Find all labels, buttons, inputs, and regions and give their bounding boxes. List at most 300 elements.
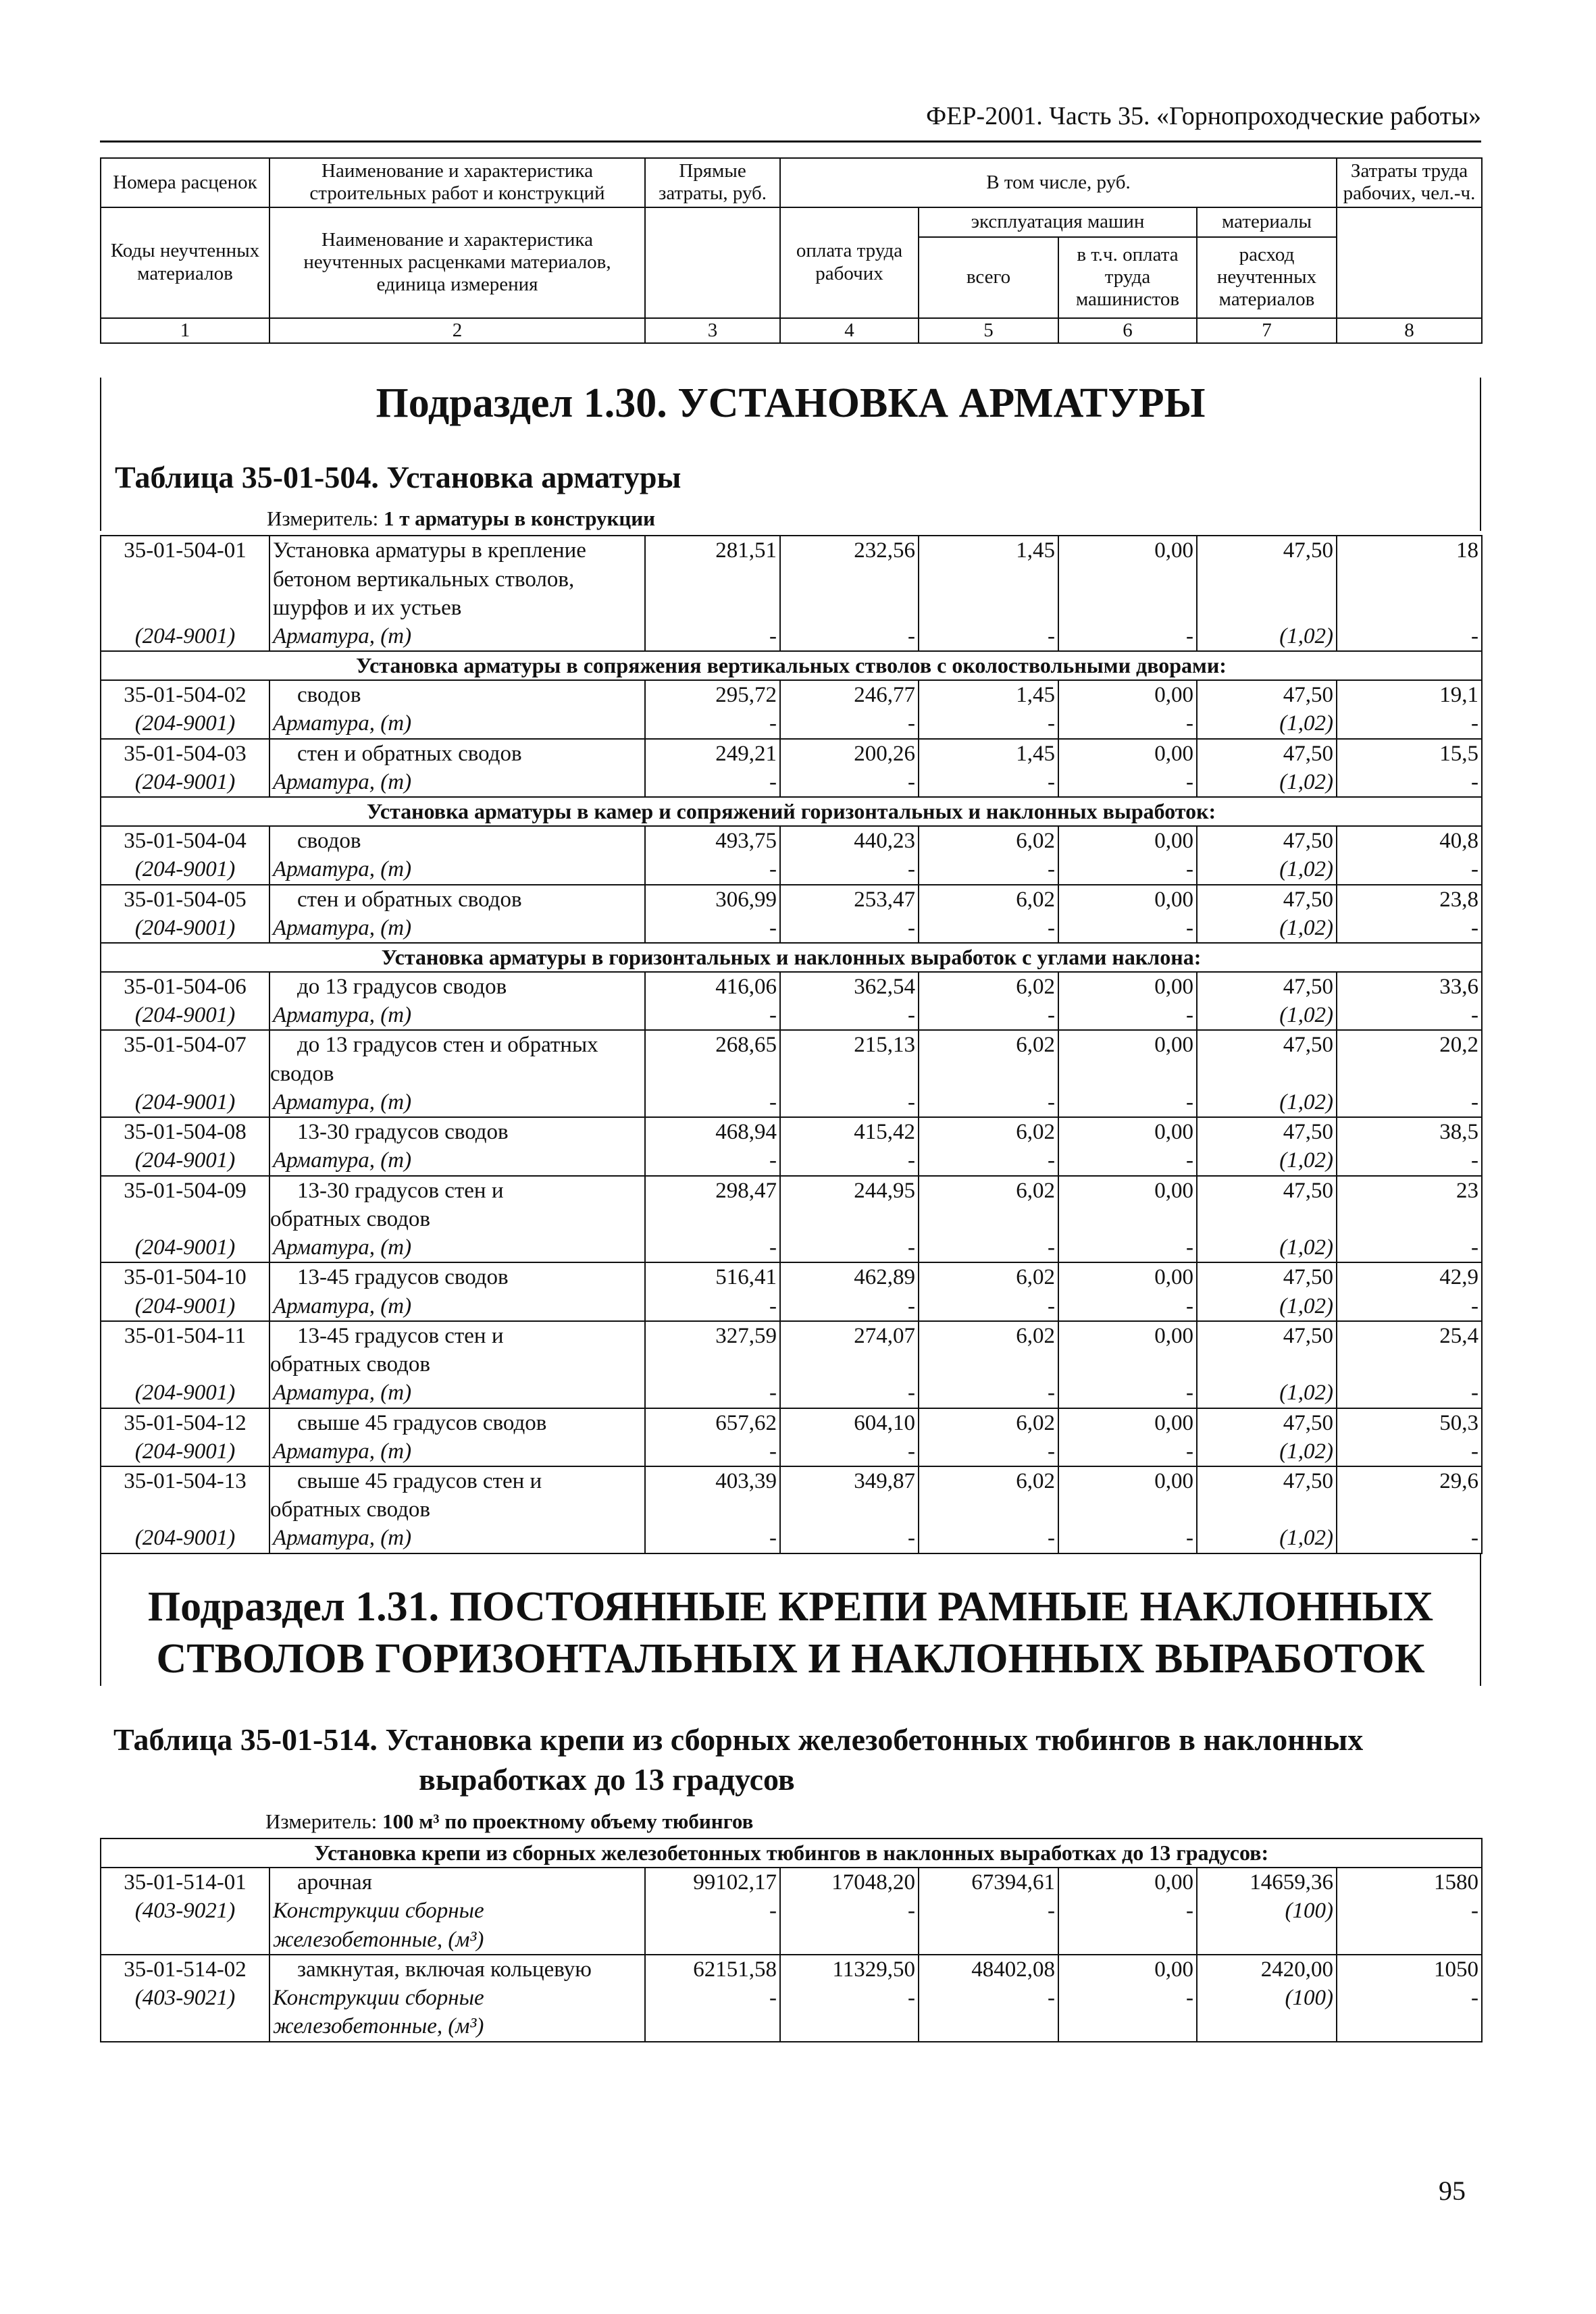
materials-value: 47,50 [1197,536,1337,622]
rate-name-line: свыше 45 градусов стен и [297,1468,542,1493]
material-value: (1,02) [1197,1001,1337,1030]
machines-total-value: 6,02 [919,885,1058,914]
labor-value: 33,6 [1337,972,1482,1001]
direct-costs-value: 281,51 [645,536,780,622]
rate-name [269,1321,645,1379]
rate-row [101,885,1482,914]
material-name [269,1984,645,2041]
machines-total-value: 6,02 [919,1466,1058,1524]
material-value: (100) [1197,1984,1337,2041]
labor-value: 23 [1337,1176,1482,1233]
header-num-2: 2 [269,318,645,343]
machines-wages-value: 0,00 [1058,972,1197,1001]
rate-name [269,1262,645,1291]
machines-total-value: 67394,61 [919,1868,1058,1897]
rate-row [101,1117,1482,1146]
wages-value: 362,54 [780,972,919,1001]
rate-name-line: обратных сводов [270,1206,431,1231]
materials-value: 47,50 [1197,1408,1337,1437]
labor-value: 18 [1337,536,1482,622]
rate-code: 35-01-504-08 [101,1117,269,1146]
material-name-line: Арматура, (т) [273,1381,412,1406]
rate-code: 35-01-504-12 [101,1408,269,1437]
rate-row [101,1176,1482,1233]
section-130-block [100,378,1481,531]
rate-row [101,1408,1482,1437]
machines-wages-value: 0,00 [1058,1321,1197,1379]
material-row [101,1146,1482,1175]
header-machines-total: всего [919,237,1058,318]
rate-name [269,680,645,709]
material-value: - [780,1897,919,1954]
material-value: - [645,855,780,884]
machines-wages-value: 0,00 [1058,1868,1197,1897]
header-labor-cont [1337,207,1482,318]
material-code: (204-9001) [101,914,269,943]
material-row [101,1292,1482,1321]
header-num-5: 5 [919,318,1058,343]
table-514 [100,1838,1483,2042]
header-direct-costs-cont [645,207,780,318]
material-value: - [1337,1524,1482,1553]
wages-value: 604,10 [780,1408,919,1437]
material-value: - [645,768,780,797]
material-name [269,1897,645,1954]
material-row [101,1984,1482,2041]
material-name [269,1088,645,1117]
group-row [101,651,1482,680]
header-col2-bottom: Наименование и характеристика неучтенных расценками материалов, единица измерения [269,207,645,318]
direct-costs-value: 468,94 [645,1117,780,1146]
material-value: - [1337,622,1482,651]
material-value: - [1058,914,1197,943]
rate-row [101,972,1482,1001]
material-value: - [780,1001,919,1030]
group-row [101,1839,1482,1868]
rate-name-line: обратных сводов [270,1497,431,1522]
material-value: - [919,1233,1058,1262]
table-504-title: Таблица 35-01-504. Установка арматуры [115,459,681,494]
rate-name [269,826,645,855]
material-value: (1,02) [1197,1146,1337,1175]
wages-value: 415,42 [780,1117,919,1146]
material-name-line: Арматура, (т) [273,769,412,794]
labor-value: 19,1 [1337,680,1482,709]
materials-value: 47,50 [1197,739,1337,768]
material-value: - [1058,1088,1197,1117]
material-value: - [1337,1088,1482,1117]
rate-name-line: сводов [297,683,361,708]
machines-wages-value: 0,00 [1058,885,1197,914]
material-code: (403-9021) [101,1984,269,2041]
material-value: - [1337,1437,1482,1466]
rate-name-line: стен и обратных сводов [297,887,522,912]
material-value: - [919,1984,1058,2041]
wages-value: 462,89 [780,1262,919,1291]
machines-wages-value: 0,00 [1058,680,1197,709]
header-col1-bottom: Коды неучтенных материалов [101,207,269,318]
material-value: - [645,1897,780,1954]
material-value: - [780,1524,919,1553]
labor-value: 38,5 [1337,1117,1482,1146]
material-row [101,768,1482,797]
material-code: (204-9001) [101,1524,269,1553]
material-value: - [1058,1437,1197,1466]
material-value: - [645,709,780,738]
material-name-line: Арматура, (т) [273,1439,412,1464]
machines-total-value: 1,45 [919,739,1058,768]
material-value: (1,02) [1197,1524,1337,1553]
material-value: - [645,1524,780,1553]
materials-value: 47,50 [1197,972,1337,1001]
header-materials-unaccounted: расход неучтенных материалов [1197,237,1337,318]
materials-value: 47,50 [1197,1117,1337,1146]
direct-costs-value: 295,72 [645,680,780,709]
wages-value: 349,87 [780,1466,919,1524]
rate-name-line: сводов [297,829,361,854]
material-value: - [780,1984,919,2041]
materials-value: 47,50 [1197,680,1337,709]
materials-value: 47,50 [1197,826,1337,855]
material-value: (1,02) [1197,1233,1337,1262]
material-code: (204-9001) [101,1379,269,1408]
material-row [101,1233,1482,1262]
rate-code: 35-01-504-06 [101,972,269,1001]
machines-wages-value: 0,00 [1058,826,1197,855]
material-name-line: Конструкции сборные [273,1899,484,1924]
material-value: - [1337,1292,1482,1321]
rate-code: 35-01-514-02 [101,1955,269,1984]
rate-row [101,826,1482,855]
material-value: - [645,1292,780,1321]
table-504 [100,535,1483,1553]
material-row [101,1437,1482,1466]
material-name-line: Арматура, (т) [273,624,412,649]
material-value: - [919,1437,1058,1466]
material-row [101,1088,1482,1117]
header-wages: оплата труда рабочих [780,207,919,318]
rate-name-line: 13-30 градусов сводов [297,1120,509,1145]
rate-name [269,739,645,768]
material-name-line: Арматура, (т) [273,1235,412,1260]
rate-name [269,536,645,622]
material-code: (204-9001) [101,1437,269,1466]
rate-row [101,680,1482,709]
rate-name-line: шурфов и их устьев [273,595,462,620]
header-num-3: 3 [645,318,780,343]
header-machines: эксплуатация машин [919,207,1197,237]
material-value: - [1058,1146,1197,1175]
rate-name [269,1955,645,1984]
header-labor: Затраты труда рабочих, чел.-ч. [1337,158,1482,207]
material-value: (1,02) [1197,622,1337,651]
material-value: - [780,1292,919,1321]
material-name-line: Арматура, (т) [273,711,412,736]
rate-row [101,536,1482,622]
material-name-line: железобетонные, (м³) [273,1927,484,1952]
materials-value: 47,50 [1197,1466,1337,1524]
labor-value: 42,9 [1337,1262,1482,1291]
material-value: - [919,1001,1058,1030]
material-value: - [780,1088,919,1117]
material-code: (204-9001) [101,709,269,738]
material-value: - [645,622,780,651]
wages-value: 17048,20 [780,1868,919,1897]
material-value: - [919,855,1058,884]
rate-name-line: Установка арматуры в крепление [273,538,586,563]
material-name-line: Конструкции сборные [273,1986,484,2011]
material-value: - [645,1146,780,1175]
material-row [101,914,1482,943]
material-row [101,1524,1482,1553]
material-value: - [1337,855,1482,884]
header-num-6: 6 [1058,318,1197,343]
material-value: - [1337,1897,1482,1954]
material-code: (204-9001) [101,1001,269,1030]
material-value: - [1337,1984,1482,2041]
material-value: (1,02) [1197,1437,1337,1466]
material-value: - [919,1292,1058,1321]
rate-row [101,1262,1482,1291]
machines-total-value: 6,02 [919,1030,1058,1087]
material-value: (1,02) [1197,914,1337,943]
labor-value: 20,2 [1337,1030,1482,1087]
material-row [101,1379,1482,1408]
rate-name-line: обратных сводов [270,1352,431,1377]
material-value: - [1058,709,1197,738]
material-name-line: Арматура, (т) [273,857,412,882]
material-value: - [919,709,1058,738]
material-value: (1,02) [1197,855,1337,884]
rate-name [269,1030,645,1087]
material-name-line: Арматура, (т) [273,1526,412,1551]
material-value: - [919,914,1058,943]
material-name [269,914,645,943]
labor-value: 25,4 [1337,1321,1482,1379]
material-name [269,855,645,884]
material-value: - [780,1146,919,1175]
rate-name-line: до 13 градусов сводов [297,975,507,999]
rate-code: 35-01-504-13 [101,1466,269,1524]
header-num-7: 7 [1197,318,1337,343]
wages-value: 200,26 [780,739,919,768]
header-num-4: 4 [780,318,919,343]
material-name [269,1292,645,1321]
machines-total-value: 6,02 [919,1262,1058,1291]
table-514-title: Таблица 35-01-514. Установка крепи из сборных железобетонных тюбингов в наклонных выработках до 13 градусов [113,1722,1364,1797]
rate-code: 35-01-504-07 [101,1030,269,1087]
machines-total-value: 6,02 [919,972,1058,1001]
material-code: (204-9001) [101,768,269,797]
materials-value: 47,50 [1197,1030,1337,1087]
direct-costs-value: 99102,17 [645,1868,780,1897]
material-value: - [780,914,919,943]
material-value: - [1058,622,1197,651]
material-value: - [919,768,1058,797]
rate-name [269,1868,645,1897]
material-name [269,1001,645,1030]
material-value: - [645,1001,780,1030]
machines-wages-value: 0,00 [1058,1262,1197,1291]
header-num-1: 1 [101,318,269,343]
material-value: - [1337,1146,1482,1175]
rate-name-line: свыше 45 градусов сводов [297,1410,547,1435]
machines-wages-value: 0,00 [1058,1408,1197,1437]
header-machines-wages: в т.ч. оплата труда машинистов [1058,237,1197,318]
material-code: (204-9001) [101,1146,269,1175]
rate-name [269,885,645,914]
section-130-title: Подраздел 1.30. УСТАНОВКА АРМАТУРЫ [376,380,1206,427]
rate-row [101,1321,1482,1379]
header-col2-top: Наименование и характеристика строительных работ и конструкций [269,158,645,207]
rate-name-line: 13-45 градусов стен и [297,1323,504,1348]
direct-costs-value: 268,65 [645,1030,780,1087]
material-value: - [1058,1292,1197,1321]
rate-name-line: замкнутая, включая кольцевую [297,1957,592,1982]
machines-wages-value: 0,00 [1058,536,1197,622]
rate-name-line: до 13 градусов стен и обратных [297,1033,598,1058]
column-header-detail [100,207,1483,344]
group-title: Установка арматуры в горизонтальных и наклонных выработок с углами наклона: [101,943,1482,972]
material-value: - [1058,1233,1197,1262]
rate-code: 35-01-504-03 [101,739,269,768]
material-value: - [919,1379,1058,1408]
running-header: ФЕР-2001. Часть 35. «Горнопроходческие работы» [100,101,1481,143]
material-value: - [1337,709,1482,738]
group-row [101,943,1482,972]
direct-costs-value: 657,62 [645,1408,780,1437]
material-row [101,855,1482,884]
material-value: - [1058,1001,1197,1030]
materials-value: 14659,36 [1197,1868,1337,1897]
rate-row [101,1955,1482,1984]
labor-value: 50,3 [1337,1408,1482,1437]
labor-value: 23,8 [1337,885,1482,914]
page-number: 95 [1439,2176,1466,2206]
rate-row [101,739,1482,768]
material-name-line: Арматура, (т) [273,1148,412,1173]
material-value: - [780,855,919,884]
material-value: (1,02) [1197,768,1337,797]
machines-total-value: 48402,08 [919,1955,1058,1984]
direct-costs-value: 298,47 [645,1176,780,1233]
direct-costs-value: 493,75 [645,826,780,855]
material-name [269,1146,645,1175]
material-value: - [919,622,1058,651]
group-row [101,797,1482,826]
wages-value: 11329,50 [780,1955,919,1984]
material-code: (204-9001) [101,1233,269,1262]
machines-total-value: 6,02 [919,1176,1058,1233]
material-value: - [1058,1379,1197,1408]
material-value: - [780,622,919,651]
wages-value: 244,95 [780,1176,919,1233]
material-name [269,768,645,797]
rate-code: 35-01-504-10 [101,1262,269,1291]
section-131-block [100,1554,1481,1686]
rate-code: 35-01-504-11 [101,1321,269,1379]
labor-value: 1050 [1337,1955,1482,1984]
labor-value: 15,5 [1337,739,1482,768]
wages-value: 215,13 [780,1030,919,1087]
material-value: - [919,1897,1058,1954]
machines-wages-value: 0,00 [1058,1955,1197,1984]
material-value: - [780,1437,919,1466]
material-row [101,622,1482,651]
material-code: (403-9021) [101,1897,269,1954]
material-name [269,622,645,651]
rate-row [101,1466,1482,1524]
material-value: - [645,1984,780,2041]
rate-name [269,1408,645,1437]
rate-row [101,1868,1482,1897]
material-name-line: железобетонные, (м³) [273,2014,484,2039]
direct-costs-value: 403,39 [645,1466,780,1524]
direct-costs-value: 327,59 [645,1321,780,1379]
machines-total-value: 1,45 [919,536,1058,622]
rate-name [269,1466,645,1524]
direct-costs-value: 416,06 [645,972,780,1001]
rate-code: 35-01-504-09 [101,1176,269,1233]
material-value: - [1337,768,1482,797]
wages-value: 232,56 [780,536,919,622]
material-code: (204-9001) [101,855,269,884]
direct-costs-value: 516,41 [645,1262,780,1291]
header-group-title: В том числе, руб. [780,158,1337,207]
wages-value: 253,47 [780,885,919,914]
material-row [101,1001,1482,1030]
rate-name-line: 13-30 градусов стен и [297,1178,504,1203]
machines-wages-value: 0,00 [1058,1176,1197,1233]
material-name [269,1437,645,1466]
material-row [101,1897,1482,1954]
material-value: - [919,1088,1058,1117]
machines-total-value: 6,02 [919,1117,1058,1146]
rate-name-line: арочная [297,1870,372,1895]
material-value: - [780,768,919,797]
material-name-line: Арматура, (т) [273,1293,412,1318]
material-value: - [1058,1984,1197,2041]
rate-code: 35-01-504-04 [101,826,269,855]
material-value: (1,02) [1197,1088,1337,1117]
material-value: - [1337,914,1482,943]
material-code: (204-9001) [101,1292,269,1321]
rate-name [269,1117,645,1146]
labor-value: 40,8 [1337,826,1482,855]
material-value: - [1337,1379,1482,1408]
column-header-table [100,157,1483,208]
material-value: - [919,1146,1058,1175]
machines-wages-value: 0,00 [1058,1030,1197,1087]
materials-value: 47,50 [1197,1262,1337,1291]
rate-row [101,1030,1482,1087]
group-title: Установка крепи из сборных железобетонных тюбингов в наклонных выработках до 13 градусов: [101,1839,1482,1868]
rate-name-line: 13-45 градусов сводов [297,1265,509,1290]
material-value: - [1058,768,1197,797]
materials-value: 47,50 [1197,885,1337,914]
rate-code: 35-01-514-01 [101,1868,269,1897]
material-name-line: Арматура, (т) [273,915,412,940]
machines-wages-value: 0,00 [1058,1466,1197,1524]
machines-wages-value: 0,00 [1058,739,1197,768]
material-value: - [645,1088,780,1117]
rate-name-line: сводов [270,1061,334,1086]
labor-value: 1580 [1337,1868,1482,1897]
wages-value: 246,77 [780,680,919,709]
materials-value: 2420,00 [1197,1955,1337,1984]
material-name [269,1379,645,1408]
direct-costs-value: 306,99 [645,885,780,914]
